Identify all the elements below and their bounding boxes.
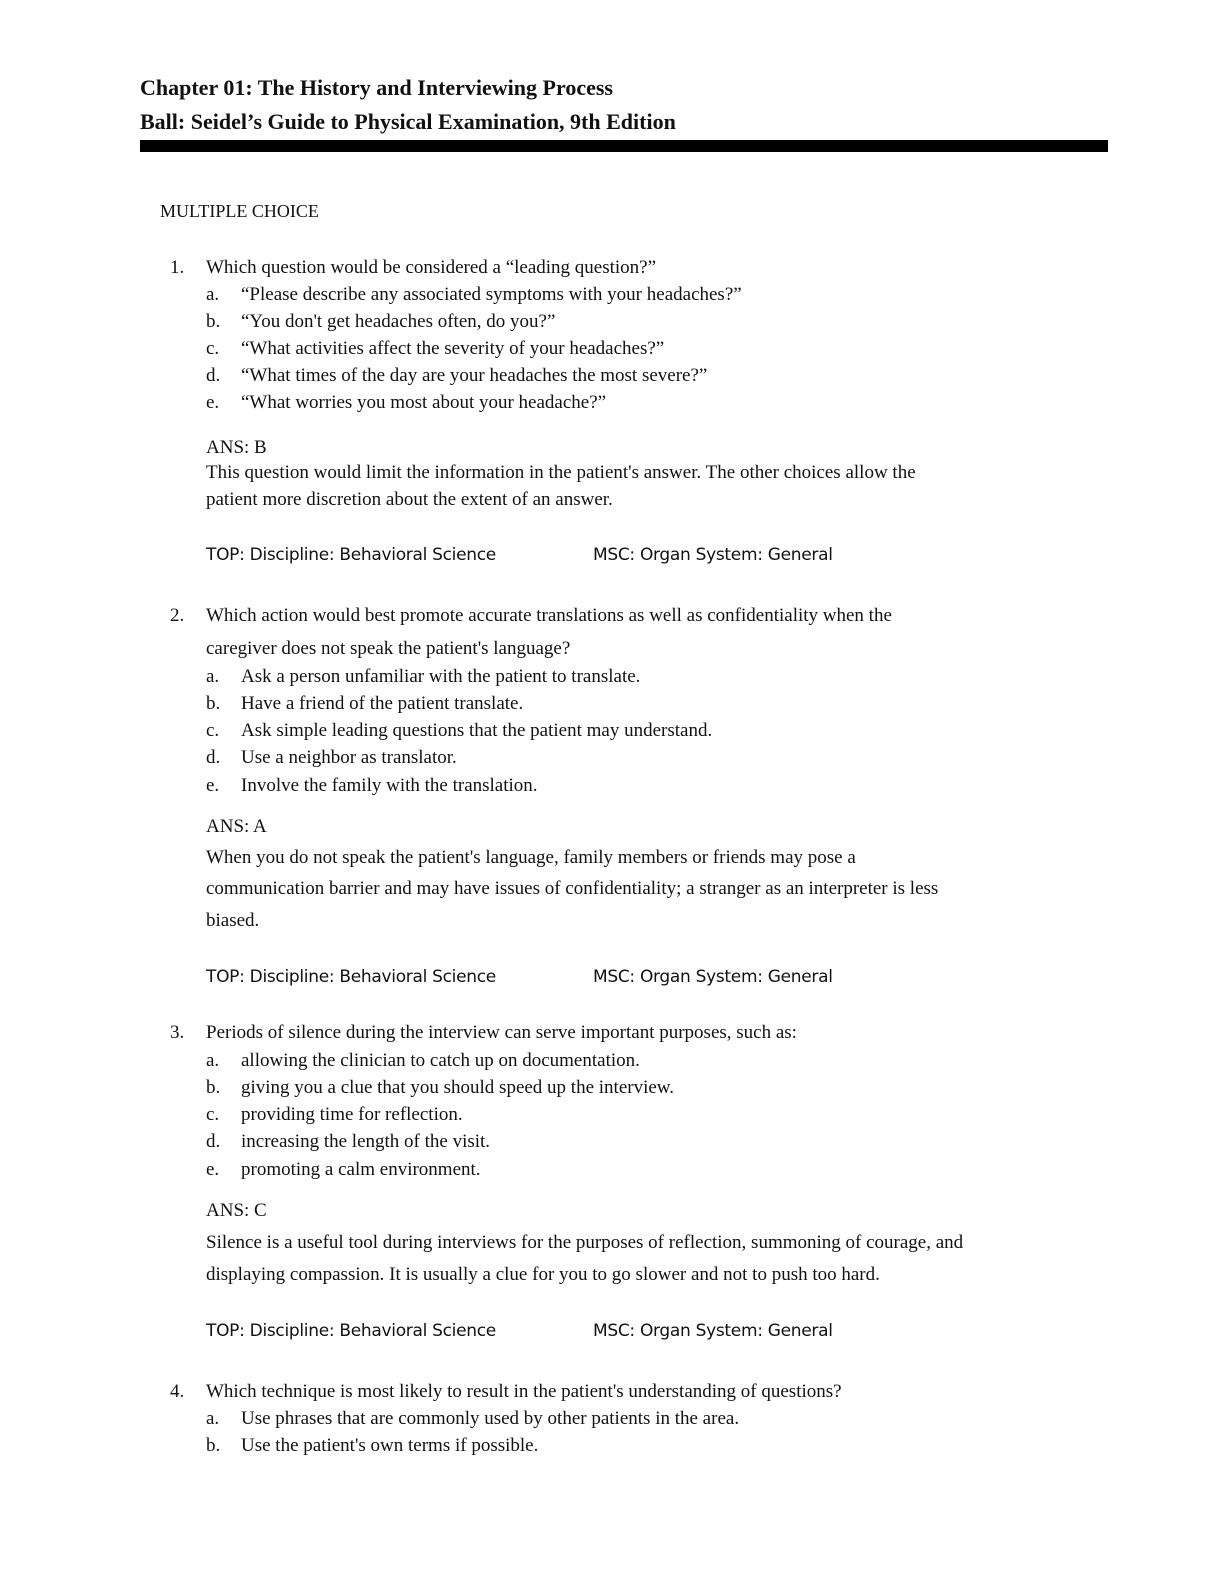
option-letter: b. xyxy=(206,693,221,714)
section-heading: MULTIPLE CHOICE xyxy=(160,201,319,221)
option-letter: b. xyxy=(206,1077,221,1098)
option-text: giving you a clue that you should speed up the interview. xyxy=(241,1077,675,1098)
option-text: increasing the length of the visit. xyxy=(241,1131,491,1152)
option-text: “What times of the day are your headaches the most severe?” xyxy=(241,365,708,386)
option-letter: a. xyxy=(206,666,220,687)
answer-key: ANS: A xyxy=(206,816,267,837)
option-text: Use the patient's own terms if possible. xyxy=(241,1435,539,1456)
option-letter: c. xyxy=(206,720,220,741)
question-number: 3. xyxy=(170,1022,185,1043)
option-letter: c. xyxy=(206,338,220,359)
rationale-text: communication barrier and may have issues of confidentiality; a stranger as an interpreter is less xyxy=(206,878,939,899)
rationale-text: displaying compassion. It is usually a clue for you to go slower and not to push too hard. xyxy=(206,1264,880,1285)
option-text: Have a friend of the patient translate. xyxy=(241,693,524,714)
msc-tag: MSC: Organ System: General xyxy=(593,1321,833,1341)
question-number: 1. xyxy=(170,257,185,278)
question-text: Which action would best promote accurate translations as well as confidentiality when the xyxy=(206,605,892,626)
option-text: Ask simple leading questions that the patient may understand. xyxy=(241,720,713,741)
question-number: 2. xyxy=(170,605,185,626)
option-text: Use phrases that are commonly used by other patients in the area. xyxy=(241,1408,740,1429)
option-letter: a. xyxy=(206,284,220,305)
rationale-text: When you do not speak the patient's language, family members or friends may pose a xyxy=(206,847,856,868)
topic-tag: TOP: Discipline: Behavioral Science xyxy=(206,1321,496,1341)
option-text: promoting a calm environment. xyxy=(241,1159,481,1180)
msc-tag: MSC: Organ System: General xyxy=(593,967,833,987)
answer-key: ANS: B xyxy=(206,437,267,458)
option-text: Involve the family with the translation. xyxy=(241,775,538,796)
option-text: “Please describe any associated symptoms with your headaches?” xyxy=(241,284,742,305)
option-text: “You don't get headaches often, do you?” xyxy=(241,311,556,332)
option-letter: e. xyxy=(206,775,220,796)
option-text: Use a neighbor as translator. xyxy=(241,747,457,768)
option-letter: a. xyxy=(206,1050,220,1071)
option-text: allowing the clinician to catch up on documentation. xyxy=(241,1050,640,1071)
option-text: “What worries you most about your headache?” xyxy=(241,392,607,413)
question-text: caregiver does not speak the patient's language? xyxy=(206,638,571,659)
rationale-text: This question would limit the information in the patient's answer. The other choices allow the xyxy=(206,462,916,483)
question-text: Which technique is most likely to result in the patient's understanding of questions? xyxy=(206,1381,842,1402)
question-text: Periods of silence during the interview can serve important purposes, such as: xyxy=(206,1022,797,1043)
rationale-text: Silence is a useful tool during interviews for the purposes of reflection, summoning of courage, and xyxy=(206,1232,964,1253)
question-text: Which question would be considered a “leading question?” xyxy=(206,257,657,278)
question-number: 4. xyxy=(170,1381,185,1402)
book-title: Ball: Seidel’s Guide to Physical Examination, 9th Edition xyxy=(140,109,676,134)
header-divider xyxy=(140,140,1108,152)
option-letter: e. xyxy=(206,1159,220,1180)
rationale-text: patient more discretion about the extent of an answer. xyxy=(206,489,613,510)
msc-tag: MSC: Organ System: General xyxy=(593,545,833,565)
option-text: “What activities affect the severity of your headaches?” xyxy=(241,338,665,359)
option-letter: a. xyxy=(206,1408,220,1429)
option-letter: c. xyxy=(206,1104,220,1125)
option-letter: b. xyxy=(206,1435,221,1456)
answer-key: ANS: C xyxy=(206,1200,267,1221)
topic-tag: TOP: Discipline: Behavioral Science xyxy=(206,967,496,987)
option-text: providing time for reflection. xyxy=(241,1104,463,1125)
option-letter: e. xyxy=(206,392,220,413)
rationale-text: biased. xyxy=(206,910,260,931)
option-letter: d. xyxy=(206,1131,221,1152)
option-text: Ask a person unfamiliar with the patient to translate. xyxy=(241,666,641,687)
option-letter: d. xyxy=(206,365,221,386)
topic-tag: TOP: Discipline: Behavioral Science xyxy=(206,545,496,565)
chapter-title: Chapter 01: The History and Interviewing Process xyxy=(140,75,613,100)
option-letter: d. xyxy=(206,747,221,768)
option-letter: b. xyxy=(206,311,221,332)
